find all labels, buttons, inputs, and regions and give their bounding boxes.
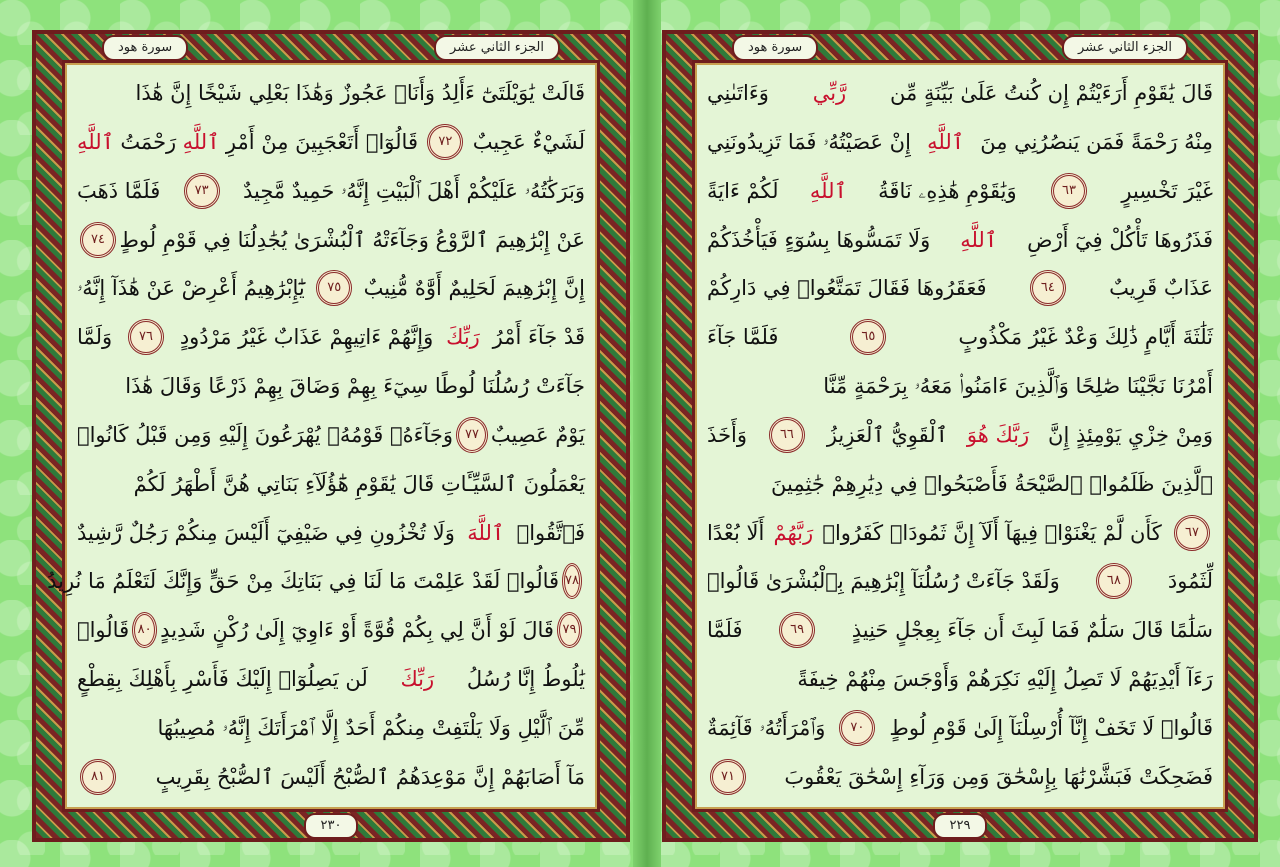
ayah-number-marker: ٧٥	[316, 270, 352, 306]
surah-label: سورة هود	[102, 35, 188, 61]
verse-lines	[47, 73, 585, 797]
verse-text: وَيَٰقَوْمِ هَٰذِهِۦ نَاقَةُ	[878, 178, 1017, 203]
text-line	[707, 415, 1213, 455]
verse-text: لَن يَصِلُوٓا۟ إِلَيْكَ فَأَسْرِ بِأَهْلِكَ بِقِطْعٍ	[77, 667, 368, 692]
verse-text: قَالَ يَٰقَوْمِ أَرَءَيْتُمْ إِن كُنتُ عَلَىٰ بَيِّنَةٍ مِّن	[890, 81, 1213, 105]
verse-text: فَٱتَّقُوا۟	[516, 520, 585, 545]
verse-text: وَلَا تَمَسُّوهَا بِسُوٓءٍ فَيَأْخُذَكُمْ	[707, 227, 931, 252]
verse-text: قَالَتْ يَٰوَيْلَتَىٰٓ ءَأَلِدُ وَأَنَا۠ عَجُوزٌ وَهَٰذَا بَعْلِي شَيْخًا إِنَّ هَٰذَا	[135, 81, 585, 105]
verse-text: قَدْ جَآءَ أَمْرُ	[492, 325, 585, 350]
verse-text: وَبَرَكَٰتُهُۥ عَلَيْكُمْ أَهْلَ ٱلْبَيْتِ إِنَّهُۥ حَمِيدٌ مَّجِيدٌ	[242, 178, 585, 203]
verse-text: قَالُوٓا۟ أَتَعْجَبِينَ مِنْ أَمْرِ	[225, 129, 418, 154]
text-line	[707, 757, 1213, 797]
verse-text: غَيْرَ تَخْسِيرٍ	[1121, 178, 1213, 203]
divine-name-text: رَّبِّي	[812, 81, 847, 105]
text-line	[77, 708, 585, 748]
divine-name-text: ٱللَّهِ	[182, 129, 220, 154]
book-gutter	[633, 0, 661, 867]
ayah-number-marker: ٨٠	[132, 612, 157, 648]
verse-text: فَلَمَّا	[707, 618, 743, 643]
text-line	[77, 122, 585, 162]
verse-text: كَأَن لَّمْ يَغْنَوْا۟ فِيهَآ أَلَآ إِنَّ ثَمُودَا۟ كَفَرُوا۟	[822, 520, 1162, 545]
ayah-number-marker: ٦٨	[1096, 563, 1132, 599]
text-line	[707, 171, 1213, 211]
verse-text: يَٰٓإِبْرَٰهِيمُ أَعْرِضْ عَنْ هَٰذَآ إِنَّهُۥ	[77, 276, 305, 301]
ayah-number-marker: ٧٦	[128, 319, 164, 355]
verse-text: ٱلَّذِينَ ظَلَمُوا۟ ٱلصَّيْحَةُ فَأَصْبَحُوا۟ فِي دِيَٰرِهِمْ جَٰثِمِينَ	[771, 471, 1213, 496]
divine-name-text: ٱللَّهَ	[467, 520, 505, 545]
text-area	[47, 60, 600, 812]
verse-text: أَمْرُنَا نَجَّيْنَا صَٰلِحًا وَٱلَّذِينَ ءَامَنُوا۟ مَعَهُۥ بِرَحْمَةٍ مِّنَّا	[823, 374, 1213, 399]
verse-text: يَعْمَلُونَ ٱلسَّيِّـَٔاتِ قَالَ يَٰقَوْمِ هَٰٓؤُلَآءِ بَنَاتِي هُنَّ أَطْهَرُ لَكُمْ	[133, 471, 585, 496]
juz-label: الجزء الثاني عشر	[434, 35, 560, 61]
verse-text: سَلَٰمًا قَالَ سَلَٰمٌ فَمَا لَبِثَ أَن جَآءَ بِعِجْلٍ حَنِيذٍ	[851, 618, 1213, 643]
ayah-number-marker: ٦٥	[850, 319, 886, 355]
ayah-number-marker: ٧٤	[80, 222, 116, 258]
verse-text: أَلَا بُعْدًا	[707, 520, 765, 545]
page-header	[32, 32, 630, 58]
verse-text: إِنْ عَصَيْتُهُۥ فَمَا تَزِيدُونَنِي	[707, 129, 911, 154]
text-line	[707, 317, 1213, 357]
juz-label: الجزء الثاني عشر	[1062, 35, 1188, 61]
verse-text: وَأَخَذَ	[707, 422, 748, 447]
text-line	[77, 220, 585, 260]
text-line	[77, 757, 585, 797]
ayah-number-marker: ٧٣	[184, 173, 220, 209]
text-line	[707, 73, 1213, 113]
verse-text: لَكُمْ ءَايَةً	[707, 178, 779, 203]
verse-text: فَلَمَّا جَآءَ	[707, 325, 779, 350]
divine-name-text: ٱللَّهِ	[809, 178, 847, 203]
verse-text: مَآ أَصَابَهُمْ إِنَّ مَوْعِدَهُمُ ٱلصُّبْحُ أَلَيْسَ ٱلصُّبْحُ بِقَرِيبٍ	[155, 764, 585, 789]
ayah-number-marker: ٧٠	[839, 710, 875, 746]
text-line	[707, 708, 1213, 748]
divine-name-text: رَبَّكَ هُوَ	[966, 422, 1030, 447]
page-229	[662, 30, 1258, 842]
ayah-number-marker: ٦٧	[1174, 515, 1210, 551]
divine-name-text: ٱللَّهِ	[927, 129, 965, 154]
page-230	[32, 30, 630, 842]
page-number: ٢٣٠	[304, 813, 358, 839]
page-number: ٢٢٩	[933, 813, 987, 839]
verse-text: فَلَمَّا ذَهَبَ	[77, 178, 161, 203]
divine-name-text: ٱللَّهِ	[960, 227, 998, 252]
verse-text: لَشَيْءٌ عَجِيبٌ	[472, 129, 585, 154]
ayah-number-marker: ٦٦	[769, 417, 805, 453]
ayah-number-marker: ٦٤	[1030, 270, 1066, 306]
verse-text: وَلَا تُخْزُونِ فِي ضَيْفِيٓ أَلَيْسَ مِنكُمْ رَجُلٌ رَّشِيدٌ	[77, 520, 455, 545]
verse-text: وَمِنْ خِزْيِ يَوْمِئِذٍ إِنَّ	[1048, 422, 1213, 447]
text-line	[707, 561, 1213, 601]
text-line	[77, 317, 585, 357]
text-area	[692, 60, 1228, 812]
ayah-number-marker: ٧٨	[562, 563, 582, 599]
verse-text: وَلَقَدْ جَآءَتْ رُسُلُنَآ إِبْرَٰهِيمَ بِٱلْبُشْرَىٰ قَالُوا۟	[707, 569, 1060, 594]
text-line	[707, 366, 1213, 406]
verse-text: عَنْ إِبْرَٰهِيمَ ٱلرَّوْعُ وَجَآءَتْهُ ٱلْبُشْرَىٰ يُجَٰدِلُنَا فِي قَوْمِ لُوطٍ	[119, 227, 585, 252]
verse-text: يَٰلُوطُ إِنَّا رُسُلُ	[466, 667, 585, 692]
verse-text: فَعَقَرُوهَا فَقَالَ تَمَتَّعُوا۟ فِي دَارِكُمْ	[707, 276, 987, 301]
verse-text: رَءَآ أَيْدِيَهُمْ لَا تَصِلُ إِلَيْهِ نَكِرَهُمْ وَأَوْجَسَ مِنْهُمْ خِيفَةً	[797, 667, 1213, 692]
verse-text: مِنْهُ رَحْمَةً فَمَن يَنصُرُنِي مِنَ	[980, 129, 1213, 154]
verse-text: يَوْمٌ عَصِيبٌ	[490, 422, 585, 447]
verse-text: وَلَمَّا	[77, 325, 113, 350]
text-line	[77, 610, 585, 650]
text-line	[47, 561, 585, 601]
surah-label: سورة هود	[732, 35, 818, 61]
verse-text: وَجَآءَهُۥ قَوْمُهُۥ يُهْرَعُونَ إِلَيْهِ وَمِن قَبْلُ كَانُوا۟	[77, 422, 453, 447]
verse-text: ثَلَٰثَةَ أَيَّامٍ ذَٰلِكَ وَعْدٌ غَيْرُ مَكْذُوبٍ	[958, 325, 1213, 350]
text-line	[707, 513, 1213, 553]
verse-text: وَٱمْرَأَتُهُۥ قَآئِمَةٌ	[707, 715, 826, 740]
text-line	[77, 464, 585, 504]
ayah-number-marker: ٧٢	[427, 124, 463, 160]
divine-name-text: رَبِّكَ	[446, 325, 480, 350]
verse-text: مِّنَ ٱلَّيْلِ وَلَا يَلْتَفِتْ مِنكُمْ أَحَدٌ إِلَّا ٱمْرَأَتَكَ إِنَّهُۥ مُصِيبُهَا	[157, 715, 585, 740]
ayah-number-marker: ٧٧	[456, 417, 488, 453]
text-line	[707, 659, 1213, 699]
divine-name-text: رَبَّهُمْ	[773, 520, 814, 545]
verse-lines	[707, 73, 1213, 797]
text-line	[77, 268, 585, 308]
text-line	[77, 659, 585, 699]
verse-text: فَضَحِكَتْ فَبَشَّرْنَٰهَا بِإِسْحَٰقَ وَمِن وَرَآءِ إِسْحَٰقَ يَعْقُوبَ	[784, 764, 1213, 789]
text-line	[707, 610, 1213, 650]
page-header	[662, 32, 1258, 58]
text-line	[77, 513, 585, 553]
ayah-number-marker: ٨١	[80, 759, 116, 795]
divine-name-text: ٱللَّهِ	[77, 129, 114, 154]
verse-text: جَآءَتْ رُسُلُنَا لُوطًا سِيٓءَ بِهِمْ وَضَاقَ بِهِمْ ذَرْعًا وَقَالَ هَٰذَا	[125, 374, 585, 399]
verse-text: فَذَرُوهَا تَأْكُلْ فِيٓ أَرْضِ	[1027, 227, 1213, 252]
text-line	[77, 415, 585, 455]
verse-text: قَالُوا۟	[77, 618, 130, 643]
text-line	[707, 220, 1213, 260]
ayah-number-marker: ٧١	[710, 759, 746, 795]
verse-text: قَالُوا۟ لَا تَخَفْ إِنَّآ أُرْسِلْنَآ إِلَىٰ قَوْمِ لُوطٍ	[889, 715, 1213, 740]
verse-text: وَإِنَّهُمْ ءَاتِيهِمْ عَذَابٌ غَيْرُ مَرْدُودٍ	[179, 325, 434, 350]
verse-text: ٱلْقَوِيُّ ٱلْعَزِيزُ	[826, 422, 948, 447]
text-line	[77, 171, 585, 211]
text-line	[707, 464, 1213, 504]
verse-text: قَالُوا۟ لَقَدْ عَلِمْتَ مَا لَنَا فِي بَنَاتِكَ مِنْ حَقٍّ وَإِنَّكَ لَتَعْلَمُ مَا نُرِيدُ	[47, 569, 560, 594]
verse-text: رَحْمَتُ	[120, 129, 177, 154]
verse-text: عَذَابٌ قَرِيبٌ	[1109, 276, 1213, 301]
ayah-number-marker: ٧٩	[557, 612, 582, 648]
text-line	[77, 366, 585, 406]
verse-text: لِّثَمُودَ	[1167, 569, 1213, 594]
ayah-number-marker: ٦٣	[1051, 173, 1087, 209]
verse-text: قَالَ لَوْ أَنَّ لِي بِكُمْ قُوَّةً أَوْ ءَاوِيٓ إِلَىٰ رُكْنٍ شَدِيدٍ	[160, 618, 554, 643]
verse-text: وَءَاتَىٰنِي	[707, 81, 769, 105]
divine-name-text: رَبِّكَ	[400, 667, 435, 692]
verse-text: إِنَّ إِبْرَٰهِيمَ لَحَلِيمٌ أَوَّٰهٌ مُّنِيبٌ	[363, 276, 585, 301]
text-line	[77, 73, 585, 113]
ayah-number-marker: ٦٩	[779, 612, 815, 648]
text-line	[707, 122, 1213, 162]
text-line	[707, 268, 1213, 308]
